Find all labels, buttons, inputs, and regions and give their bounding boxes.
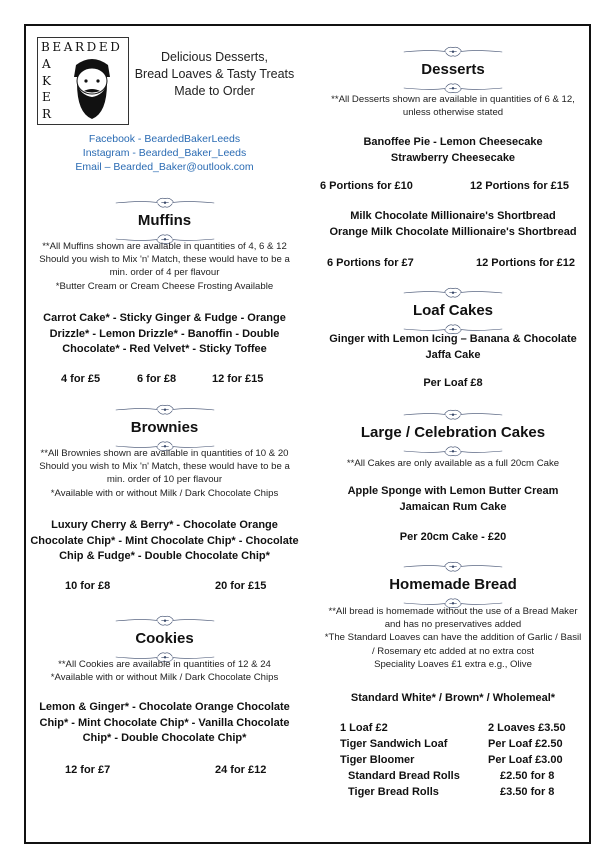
desserts-heading: Desserts	[318, 44, 588, 96]
ornament-icon	[383, 285, 523, 301]
bread-notes: **All bread is homemade without the use of a Bread Maker and has no preservatives added *The Standard Loaves can have the addition of Garlic / Basil / Rosemary etc added at no extra cost Speciality Loaves £1 extra e.g., Olive	[324, 606, 582, 670]
bread-row-price: Per Loaf £2.50	[488, 738, 563, 750]
ornament-icon	[95, 195, 235, 211]
bread-row-price: £3.50 for 8	[500, 786, 555, 798]
muffins-heading: Muffins	[27, 195, 302, 247]
desserts-shortbreads: Milk Chocolate Millionaire's Shortbread Orange Milk Chocolate Millionaire's Shortbread	[329, 210, 577, 238]
bread-types: Standard White* / Brown* / Wholemeal*	[350, 692, 556, 704]
tagline: Delicious Desserts, Bread Loaves & Tasty Treats Made to Order	[134, 50, 295, 98]
bread-row-name: Tiger Bloomer	[340, 754, 415, 766]
contact-details	[27, 132, 302, 174]
cookies-flavours: Lemon & Ginger* - Chocolate Orange Chocolate Chip* - Mint Chocolate Chip* - Vanilla Chocolate Chip* - Double Chocolate Chip*	[39, 701, 290, 744]
email-link[interactable]: Email – Bearded_Baker@outlook.com	[75, 161, 254, 173]
cookies-notes: **All Cookies are available in quantities of 12 & 24 *Available with or without Milk / Dark Chocolate Chips	[50, 659, 279, 684]
bread-row-name: 1 Loaf £2	[340, 722, 388, 734]
brownies-heading: Brownies	[27, 402, 302, 454]
large-cakes-price: Per 20cm Cake - £20	[399, 531, 507, 543]
bread-row-price: Per Loaf £3.00	[488, 754, 563, 766]
bread-row-name: Tiger Bread Rolls	[348, 786, 439, 798]
logo-side-text: A K E R	[42, 57, 52, 121]
bread-row-name: Standard Bread Rolls	[348, 770, 460, 782]
ornament-icon	[95, 402, 235, 418]
brownies-notes: **All Brownies shown are available in quantities of 10 & 20 Should you wish to Mix 'n' Match, these would have to be a min. order of 10 per flavour *Available with or without Milk / Dark Chocolate Chips	[39, 448, 290, 499]
desserts-notes: **All Desserts shown are available in quantities of 6 & 12, unless otherwise stated	[331, 94, 575, 119]
logo-top-text: BEARDED	[41, 40, 123, 54]
bread-row-name: Tiger Sandwich Loaf	[340, 738, 448, 750]
instagram-link[interactable]: Instagram - Bearded_Baker_Leeds	[82, 147, 247, 159]
ornament-icon	[95, 613, 235, 629]
facebook-link[interactable]: Facebook - BeardedBakerLeeds	[88, 133, 241, 145]
bearded-face-icon	[58, 55, 126, 123]
loaf-cakes-heading: Loaf Cakes	[318, 285, 588, 337]
large-cakes-note: **All Cakes are only available as a full 20cm Cake	[346, 458, 560, 469]
ornament-icon	[363, 407, 543, 423]
bread-row-price: £2.50 for 8	[500, 770, 555, 782]
muffins-flavours: Carrot Cake* - Sticky Ginger & Fudge - Orange Drizzle* - Lemon Drizzle* - Banoffin - Double Chocolate* - Red Velvet* - Sticky Toffee	[43, 312, 286, 355]
muffins-notes: **All Muffins shown are available in quantities of 4, 6 & 12 Should you wish to Mix 'n' Match, these would have to be a min. order of 4 per flavour *Butter Cream or Cream Cheese Frosting Available	[39, 241, 290, 292]
ornament-icon	[383, 44, 523, 60]
desserts-cheesecakes: Banoffee Pie - Lemon Cheesecake Strawberry Cheesecake	[363, 136, 543, 164]
homemade-bread-heading: Homemade Bread	[318, 559, 588, 611]
bearded-baker-logo	[37, 37, 129, 125]
large-cakes-flavours: Apple Sponge with Lemon Butter Cream Jamaican Rum Cake	[347, 485, 559, 513]
brownies-flavours: Luxury Cherry & Berry* - Chocolate Orange Chocolate Chip* - Mint Chocolate Chip* - Chocolate Chip & Fudge* - Double Chocolate Chip*	[30, 519, 299, 562]
cookies-heading: Cookies	[27, 613, 302, 665]
loaf-cakes-price: Per Loaf £8	[423, 377, 483, 389]
large-cakes-heading: Large / Celebration Cakes	[318, 407, 588, 459]
loaf-cakes-flavours: Ginger with Lemon Icing – Banana & Chocolate Jaffa Cake	[329, 333, 577, 361]
ornament-icon	[383, 559, 523, 575]
bread-row-price: 2 Loaves £3.50	[488, 722, 566, 734]
